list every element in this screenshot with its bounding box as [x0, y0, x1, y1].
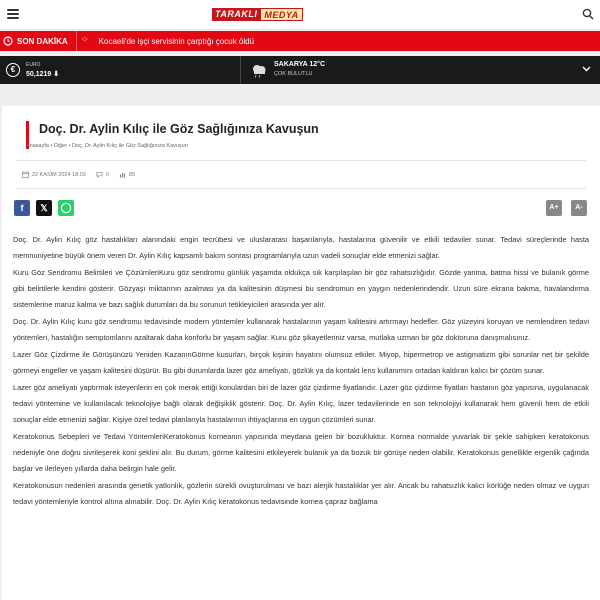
euro-icon: € [6, 63, 20, 77]
cloud-icon [250, 62, 268, 78]
breaking-news-bar [0, 31, 600, 51]
search-icon[interactable] [582, 8, 594, 20]
site-logo[interactable] [212, 8, 303, 21]
logo-part-1: TARAKLI [212, 8, 260, 21]
divider [16, 188, 586, 189]
menu-icon[interactable] [7, 9, 19, 19]
breaking-divider [76, 31, 77, 51]
view-count: 85 [128, 171, 136, 178]
breaking-tag: SON DAKİKA [17, 36, 68, 46]
article-paragraph: Keratokonus Sebepleri ve Tedavi YöntemleriKeratokonus korneanın yapısında meydana gelen bir bozukluktur. Kornea normalde yuvarlak bir şekle sahipken keratokonus nedeniyle öne doğru sivrileşerek koni şeklini alır. Bu durum, görme kalitesini etkileyerek bulanık ya da bozuk bir görüşe neden olabilir. Keratokonus genellikle ergenlik çağında başlar ve ilerleyen yıllarda daha belirgin hale gelir. [13, 432, 589, 473]
font-increase-button[interactable]: A+ [546, 200, 562, 216]
article-meta [22, 171, 145, 178]
breaking-nav-arrows[interactable] [81, 36, 89, 46]
x-icon: 𝕏 [40, 203, 48, 213]
article-paragraph: Doç. Dr. Aylin Kılıç kuru göz sendromu tedavisinde modern yöntemler kullanarak hastalarının yaşam kalitesini artırmayı hedefler. Göz yüzeyini koruyan ve nemlendiren tedavi yöntemleri, hastalığın semptomlarını azaltarak daha konforlu bir yaşam sağlar. Kuru göz şikayetleriniz varsa, mutlaka uzman bir göz doktoruna danışmalısınız. [13, 317, 589, 342]
chevron-down-icon[interactable] [582, 64, 591, 73]
breaking-headline[interactable]: Kocaeli'de işçi servisinin çarptığı çocuk öldü [98, 36, 255, 46]
article-date: 22 KASIM 2024 18:03 [32, 171, 86, 178]
facebook-icon: f [20, 203, 24, 213]
logo-part-2: MEDYA [260, 8, 302, 21]
x-share-button[interactable] [36, 200, 52, 216]
weather-condition: ÇOK BULUTLU [274, 71, 313, 77]
page-title: Doç. Dr. Aylin Kılıç ile Göz Sağlığınıza Kavuşun [39, 122, 319, 136]
font-decrease-button[interactable]: A- [571, 200, 587, 216]
top-header [0, 0, 600, 30]
article-paragraph: Lazer Göz Çizdirme ile Görüşünüzü Yeniden KazanınGörme kusurları, birçok kişinin hayatını olumsuz etkiler. Miyop, hipermetrop ve astigmatizm gibi sorunlar net bir şekilde görmeyi engeller ve yaşam kalitesini düşürür. Bu gibi durumlarda lazer göz ameliyatı, gözlük ya da kontakt lens kullanımını ortadan kaldıran kalıcı bir çözüm sunar. [13, 350, 589, 375]
article-paragraph: Kuru Göz Sendromu Belirtileri ve ÇözümleriKuru göz sendromu günlük yaşamda oldukça sık karşılaşılan bir göz rahatsızlığıdır. Gözde yanma, batma hissi ve bulanık görme gibi belirtilerle kendini gösterir. Gözyaşı miktarının azalması ya da kalitesinin düşmesi bu sendromun en yaygın nedenlerindendir. Uzun süre ekrana bakma, havalandırma sistemlerine maruz kalma ve bazı sağlık durumları da bu sorunun tetikleyicileri arasında yer alır. [13, 268, 589, 309]
chevron-up-icon[interactable]: ︿ [81, 35, 88, 41]
views-icon [119, 171, 126, 178]
facebook-share-button[interactable] [14, 200, 30, 216]
whatsapp-share-button[interactable] [58, 200, 74, 216]
comment-count[interactable]: 0 [105, 171, 109, 178]
calendar-icon [22, 171, 29, 178]
article-body [13, 232, 589, 511]
clock-icon [3, 36, 13, 46]
article-card [2, 106, 600, 600]
breadcrumb[interactable]: Anasayfa • Diğer • Doç. Dr. Aylin Kılıç ile Göz Sağlığınıza Kavuşun [26, 143, 188, 149]
chevron-down-icon[interactable]: ﹀ [81, 40, 88, 46]
comment-icon [96, 171, 103, 178]
whatsapp-icon [58, 200, 74, 216]
currency-value: 50,1219 ⬇ [26, 71, 60, 78]
currency-name: EURO [26, 62, 41, 68]
info-divider [240, 56, 241, 84]
divider [16, 160, 586, 161]
article-paragraph: Doç. Dr. Aylin Kılıç göz hastalıkları alanındaki engin tecrübesi ve uluslararası başarılarıyla, hastalarına güvenilir ve etkili tedaviler sunar. Tedavi süreçlerinde hasta memnuniyetine büyük önem veren Dr. Aylin Kılıç kapsamlı bakım sonrası programlarıyla uzun vadeli sonuçlar elde etmenizi sağlar. [13, 235, 589, 260]
info-bar [0, 56, 600, 84]
article-paragraph: Keratokonusun nedenleri arasında genetik yatkınlık, gözlerin sürekli ovuşturulması ve bazı alerjik hastalıklar yer alır. Ancak bu rahatsızlık kalıcı körlüğe neden olmaz ve uygun tedavi yöntemleriyle kontrol altına alınabilir. Doç. Dr. Aylin Kılıç keratokonus tedavisinde kornea çapraz bağlama [13, 481, 589, 506]
weather-city: SAKARYA 12°C [274, 61, 326, 68]
article-paragraph: Lazer göz ameliyatı yaptırmak isteyenlerin en çok merak ettiği konulardan biri de lazer göz çizdirme fiyatlarıdır. Lazer göz çizdirme fiyatları hastanın göz yapısına, uygulanacak tedavi yöntemine ve kullanılacak teknolojiye bağlı olarak değişiklik gösterir. Doç. Dr. Aylin Kılıç, lazer tedavilerinde en son teknolojiyi kullanarak hem güvenli hem de etkili sonuçlar elde etmenizi sağlar. Kişiye özel tedavi planlarıyla hastalarının ihtiyaçlarına en uygun çözümleri sunar. [13, 383, 589, 424]
